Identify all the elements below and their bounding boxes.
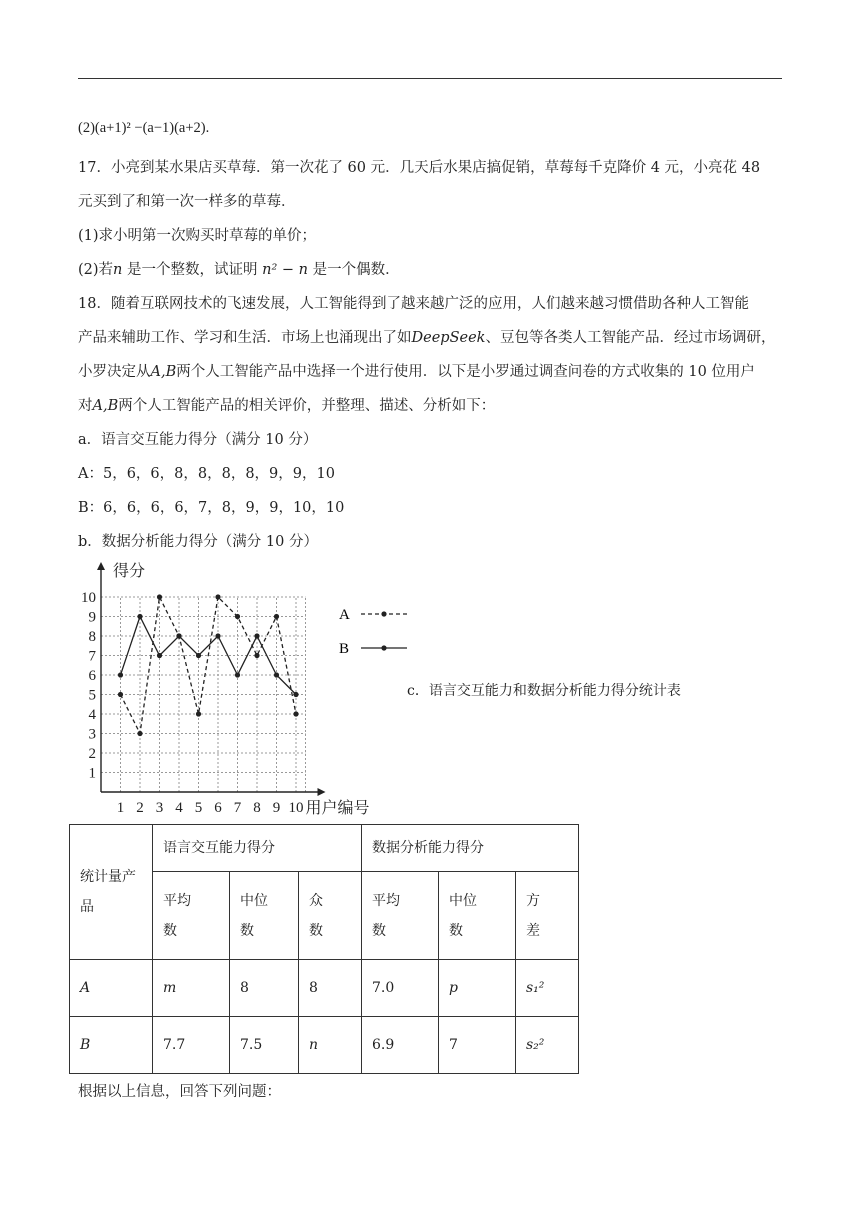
problem-18-line2: 产品来辅助工作、学习和生活．市场上也涌现出了如DeepSeek、豆包等各类人工智能产品．经过市场调研， [78,330,776,346]
y-tick-label-5: 5 [88,687,96,704]
section-a-scores-A: A：5，6，6，8，8，8，8，9，9，10 [78,466,335,482]
x-tick-label-10: 10 [288,800,304,816]
table-corner-cell: 统计量产 品 [70,825,153,960]
table-cell-A-1: m [153,960,230,1017]
x-tick-label-5: 5 [194,800,203,816]
x-tick-label-6: 6 [214,800,222,816]
x-tick-label-4: 4 [175,800,183,816]
y-axis-arrow [97,562,105,570]
point-B-3 [157,653,162,658]
table-cell-B-6: s₂² [516,1017,579,1074]
x-axis-arrow [318,788,326,796]
problem-17-q1: (1)求小明第一次购买时草莓的单价； [78,228,317,244]
point-B-5 [196,653,201,658]
table-cell-A-6: s₁² [516,960,579,1017]
section-b-title: b．数据分析能力得分（满分 10 分） [78,534,318,550]
y-tick-label-9: 9 [88,609,96,626]
x-axis-label: 用户编号 [305,798,370,817]
table-subheader-4: 平均 数 [362,872,439,960]
statistics-table [69,824,579,1074]
table-cell-A-2: 8 [230,960,299,1017]
y-tick-label-8: 8 [88,629,96,645]
x-tick-label-9: 9 [272,800,281,816]
point-B-4 [176,633,181,638]
legend-label-A: A [339,607,350,623]
table-cell-B-3: n [299,1017,362,1074]
point-B-10 [293,692,298,697]
table-cell-A-3: 8 [299,960,362,1017]
chart-legend [335,598,415,658]
table-caption: c．语言交互能力和数据分析能力得分统计表 [407,683,681,699]
table-subheader-5: 中位 数 [439,872,516,960]
point-A-2 [137,731,142,736]
point-A-10 [293,711,298,716]
y-tick-label-10: 10 [81,590,96,606]
y-tick-label-6: 6 [88,668,96,684]
point-A-1 [118,692,123,697]
table-cell-A-5: p [439,960,516,1017]
expression-2: (2)(a+1)² −(a−1)(a+2). [78,120,210,136]
point-B-6 [215,633,220,638]
point-A-3 [157,594,162,599]
header-rule [78,78,782,79]
point-A-8 [254,653,259,658]
series-line-A [121,597,297,734]
legend-marker-A [381,611,386,616]
x-tick-label-1: 1 [116,800,125,816]
point-A-9 [274,614,279,619]
table-group-header-1: 语言交互能力得分 [153,825,362,872]
point-A-7 [235,614,240,619]
y-tick-label-3: 3 [88,726,96,743]
point-B-7 [235,672,240,677]
table-subheader-1: 平均 数 [153,872,230,960]
table-subheader-2: 中位 数 [230,872,299,960]
point-B-8 [254,633,259,638]
table-cell-A-4: 7.0 [362,960,439,1017]
table-row-label-B: B [70,1017,153,1074]
section-a-title: a．语言交互能力得分（满分 10 分） [78,432,318,448]
problem-17-line2: 元买到了和第一次一样多的草莓． [78,194,296,210]
legend-label-B: B [339,641,350,657]
y-axis-label: 得分 [113,561,146,580]
table-row-label-A: A [70,960,153,1017]
y-tick-label-1: 1 [88,765,96,782]
point-B-9 [274,672,279,677]
point-B-1 [118,672,123,677]
y-tick-label-2: 2 [88,746,96,762]
legend-marker-B [381,645,386,650]
problem-18-line4: 对A,B两个人工智能产品的相关评价，并整理、描述、分析如下： [78,398,496,414]
table-cell-B-5: 7 [439,1017,516,1074]
point-A-5 [196,711,201,716]
y-tick-label-4: 4 [88,707,96,723]
x-tick-label-8: 8 [253,800,261,816]
problem-18-line1: 18．随着互联网技术的飞速发展，人工智能得到了越来越广泛的应用，人们越来越习惯借助各种人工智能 [78,296,749,312]
section-a-scores-B: B：6，6，6，6，7，8，9，9，10，10 [78,500,345,516]
table-group-header-2: 数据分析能力得分 [362,825,579,872]
score-line-chart [81,558,395,818]
y-tick-label-7: 7 [88,648,96,665]
x-tick-label-3: 3 [155,800,164,816]
follow-up-prompt: 根据以上信息，回答下列问题： [78,1084,281,1100]
table-cell-B-2: 7.5 [230,1017,299,1074]
table-cell-B-1: 7.7 [153,1017,230,1074]
table-subheader-6: 方 差 [516,872,579,960]
point-B-2 [137,614,142,619]
point-A-6 [215,594,220,599]
x-tick-label-2: 2 [136,800,144,816]
problem-18-line3: 小罗决定从A,B两个人工智能产品中选择一个进行使用．以下是小罗通过调查问卷的方式收集的 10 位用户 [78,364,755,380]
problem-17-line1: 17．小亮到某水果店买草莓．第一次花了 60 元．几天后水果店搞促销，草莓每千克降价 4 元，小亮花 48 [78,160,761,176]
x-tick-label-7: 7 [233,800,242,816]
table-cell-B-4: 6.9 [362,1017,439,1074]
table-subheader-3: 众 数 [299,872,362,960]
problem-17-q2: (2)若n 是一个整数，试证明 n² − n 是一个偶数． [78,262,400,278]
